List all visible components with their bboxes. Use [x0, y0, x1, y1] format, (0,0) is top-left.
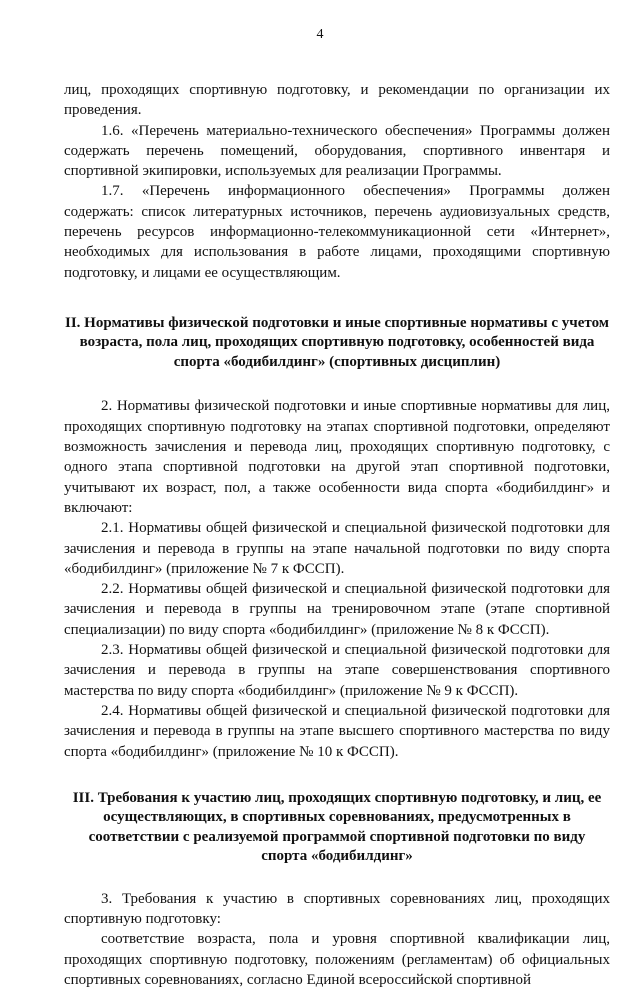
section-heading-2: II. Нормативы физической подготовки и иные спортивные нормативы с учетом возраста, пола лиц, проходящих спортивную подготовку, особенностей вида спорта «бодибилдинг» (спортивных дисциплин): [64, 314, 609, 370]
paragraph-2-3: 2.3. Нормативы общей физической и специальной физической подготовки для зачисления и перевода в группы на этапе совершенствования спортивного мастерства по виду спорта «бодибилдинг» (приложение № 9 к ФССП).: [64, 642, 610, 699]
paragraph-2-4: 2.4. Нормативы общей физической и специальной физической подготовки для зачисления и перевода в группы на этапе высшего спортивного мастерства по виду спорта «бодибилдинг» (приложение № 10 к ФССП).: [64, 702, 610, 760]
paragraph-continuation: лиц, проходящих спортивную подготовку, и рекомендации по организации их проведения.: [64, 82, 610, 119]
paragraph-2-1: 2.1. Нормативы общей физической и специальной физической подготовки для зачисления и перевода в группы на этапе начальной подготовки по виду спорта «бодибилдинг» (приложение № 7 к ФССП).: [64, 520, 610, 577]
paragraph-1-7: 1.7. «Перечень информационного обеспечения» Программы должен содержать: список литературных источников, перечень аудиовизуальных средств, перечень ресурсов информационно-телекоммуникационной сети «Интернет», необходимых для использования в работе лицами, проходящими спортивную подготовку, и лицами ее осуществляющим.: [64, 183, 610, 281]
paragraph-3-a: соответствие возраста, пола и уровня спортивной квалификации лиц, проходящих спортивную подготовку, положениям (регламентам) об официальных спортивных соревнованиях, согласно Единой всероссийской спортивной: [64, 931, 610, 988]
section-heading-3: III. Требования к участию лиц, проходящих спортивную подготовку, и лиц, ее осуществляющих, в спортивных соревнованиях, предусмотренных в соответствии с реализуемой программой спортивной подготовки по виду спорта «бодибилдинг»: [72, 789, 602, 865]
page-number: 4: [316, 27, 324, 42]
paragraph-2: 2. Нормативы физической подготовки и иные спортивные нормативы для лиц, проходящих спортивную подготовку на этапах спортивной подготовки, определяют возможность зачисления и перевода лиц, проходящих спортивную подготовку, с одного этапа спортивной подготовки на другой этап спортивной подготовки, учитывают их возраст, пол, а также особенности вида спорта «бодибилдинг» и включают:: [64, 398, 610, 516]
document-body: [64, 80, 610, 990]
paragraph-1-6: 1.6. «Перечень материально-технического обеспечения» Программы должен содержать перечень помещений, оборудования, спортивного инвентаря и спортивной экипировки, используемых для реализации Программы.: [64, 122, 610, 180]
paragraph-3: 3. Требования к участию в спортивных соревнованиях лиц, проходящих спортивную подготовку:: [64, 890, 610, 928]
paragraph-2-2: 2.2. Нормативы общей физической и специальной физической подготовки для зачисления и перевода в группы на тренировочном этапе (этапе спортивной специализации) по виду спорта «бодибилдинг» (приложение № 8 к ФССП).: [64, 581, 610, 638]
